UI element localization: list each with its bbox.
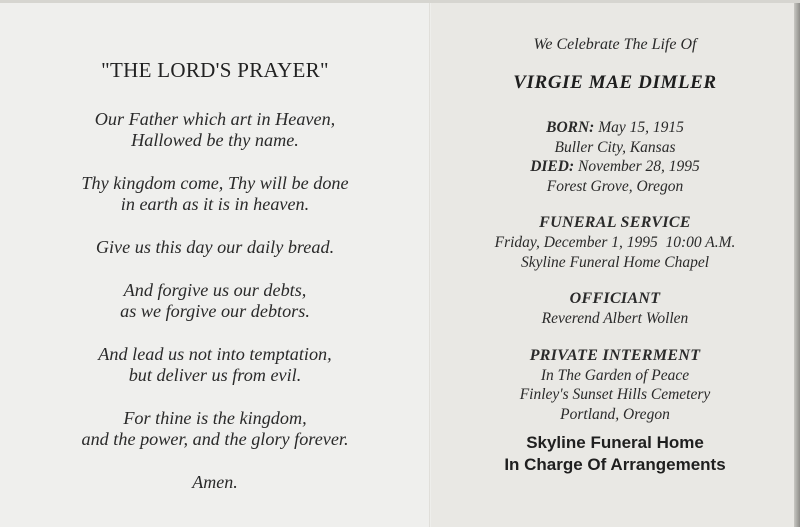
prayer-line: And lead us not into temptation, xyxy=(98,344,332,364)
prayer-stanza xyxy=(0,408,430,450)
prayer-line: Our Father which art in Heaven, xyxy=(94,109,336,129)
birth-death-info xyxy=(430,118,800,196)
prayer-line: Hallowed be thy name. xyxy=(131,130,299,150)
prayer-line: but deliver us from evil. xyxy=(128,365,302,385)
officiant-info xyxy=(430,289,800,329)
interment-line: Finley's Sunset Hills Cemetery xyxy=(519,386,711,403)
prayer-stanza xyxy=(0,109,430,151)
prayer-stanza xyxy=(0,344,430,386)
interment-info xyxy=(430,346,800,425)
arrangements-line: In Charge Of Arrangements xyxy=(504,455,726,474)
prayer-closing: Amen. xyxy=(192,472,238,492)
officiant-title: OFFICIANT xyxy=(569,290,661,307)
interment-line: In The Garden of Peace xyxy=(540,366,690,384)
officiant-name: Reverend Albert Wollen xyxy=(541,310,689,327)
prayer-line: Thy kingdom come, Thy will be done xyxy=(81,173,349,193)
died-label: DIED: xyxy=(530,158,575,175)
lords-prayer-section xyxy=(0,58,430,493)
born-label: BORN: xyxy=(546,119,595,136)
funeral-home-credit xyxy=(430,432,800,476)
interment-title: PRIVATE INTERMENT xyxy=(529,346,701,364)
prayer-line: as we forgive our debtors. xyxy=(120,301,310,321)
born-place: Buller City, Kansas xyxy=(554,138,676,156)
prayer-title: "THE LORD'S PRAYER" xyxy=(101,58,329,82)
tribute-section xyxy=(430,36,800,476)
funeral-home-name: Skyline Funeral Home xyxy=(526,433,704,452)
prayer-line: And forgive us our debts, xyxy=(123,280,307,300)
born-line xyxy=(430,118,800,138)
died-place: Forest Grove, Oregon xyxy=(546,177,684,195)
service-title: FUNERAL SERVICE xyxy=(539,214,691,231)
service-datetime: Friday, December 1, 1995 10:00 A.M. xyxy=(494,234,736,251)
service-place: Skyline Funeral Home Chapel xyxy=(520,253,710,271)
died-line xyxy=(430,157,800,177)
born-date: May 15, 1915 xyxy=(598,119,684,136)
prayer-line: and the power, and the glory forever. xyxy=(81,429,349,449)
tribute-heading: We Celebrate The Life Of xyxy=(533,36,697,53)
interment-line: Portland, Oregon xyxy=(560,405,670,423)
prayer-line: Give us this day our daily bread. xyxy=(95,237,335,257)
deceased-name: VIRGIE MAE DIMLER xyxy=(513,72,717,93)
died-date: November 28, 1995 xyxy=(577,158,700,175)
prayer-stanza xyxy=(0,237,430,258)
prayer-stanza xyxy=(0,173,430,215)
prayer-stanza xyxy=(0,280,430,322)
card-top-edge xyxy=(0,0,800,3)
prayer-line: For thine is the kingdom, xyxy=(123,408,307,428)
prayer-line: in earth as it is in heaven. xyxy=(120,194,310,214)
funeral-service-info xyxy=(430,213,800,272)
